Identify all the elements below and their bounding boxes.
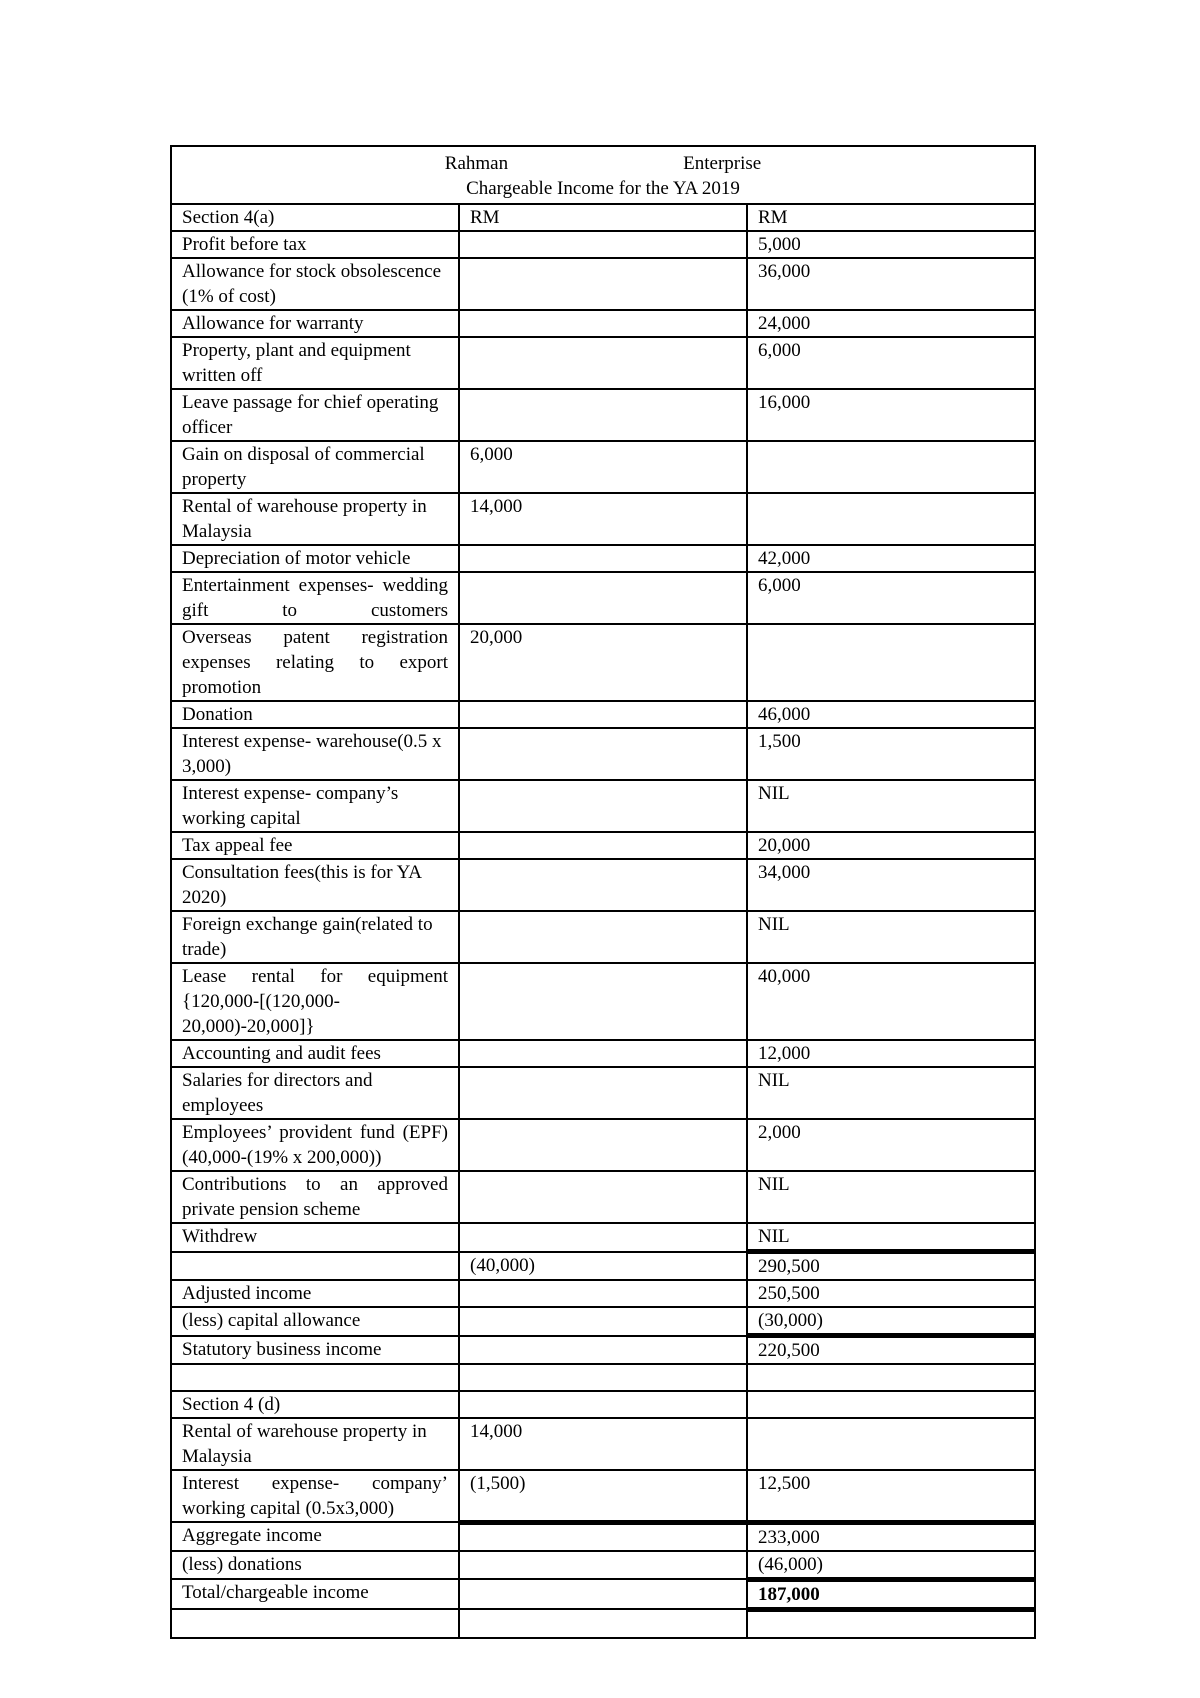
row-description: Overseas patent registration expenses relating to export promotion	[171, 624, 459, 701]
aggregate-income-amount: 233,000	[747, 1522, 1035, 1551]
total-income-amount	[747, 1579, 1035, 1609]
row-description: Consultation fees(this is for YA 2020)	[171, 859, 459, 911]
adjusted-income-row	[171, 1280, 1035, 1307]
row-description: Depreciation of motor vehicle	[171, 545, 459, 572]
subtotal-amount-b: 290,500	[747, 1252, 1035, 1281]
row-amount-a	[459, 310, 747, 337]
row-amount-b	[747, 493, 1035, 545]
row-amount-a	[459, 859, 747, 911]
row-description: Allowance for stock obsolescence (1% of cost)	[171, 258, 459, 310]
row-amount-a	[459, 1223, 747, 1252]
table-row	[171, 545, 1035, 572]
row-amount-a	[459, 1040, 747, 1067]
table-row	[171, 231, 1035, 258]
row-amount-b: 1,500	[747, 728, 1035, 780]
row-amount-a	[459, 545, 747, 572]
interest-working-capital-label: Interest expense- company’ working capital (0.5x3,000)	[171, 1470, 459, 1522]
row-amount-a	[459, 231, 747, 258]
row-amount-b: 20,000	[747, 832, 1035, 859]
row-description: Salaries for directors and employees	[171, 1067, 459, 1119]
row-amount-b: 36,000	[747, 258, 1035, 310]
donations-amount: (46,000)	[747, 1551, 1035, 1580]
blank-cell	[747, 1364, 1035, 1391]
table-row	[171, 1223, 1035, 1252]
row-amount-b: NIL	[747, 1067, 1035, 1119]
section-4d-row	[171, 1391, 1035, 1418]
blank-row	[171, 1609, 1035, 1638]
subtotal-row	[171, 1252, 1035, 1281]
row-amount-a	[459, 780, 747, 832]
chargeable-income-table	[170, 145, 1036, 1639]
row-amount-b: 46,000	[747, 701, 1035, 728]
row-description: Donation	[171, 701, 459, 728]
table-row	[171, 624, 1035, 701]
blank-cell	[459, 1609, 747, 1638]
row-description: Interest expense- warehouse(0.5 x 3,000)	[171, 728, 459, 780]
row-description: Accounting and audit fees	[171, 1040, 459, 1067]
table-subtitle: Chargeable Income for the YA 2019	[466, 178, 740, 199]
row-amount-a	[459, 1171, 747, 1223]
table-row	[171, 728, 1035, 780]
row-description: Employees’ provident fund (EPF) (40,000-(19% x 200,000))	[171, 1119, 459, 1171]
row-amount-a: 6,000	[459, 441, 747, 493]
rental-label: Rental of warehouse property in Malaysia	[171, 1418, 459, 1470]
row-amount-b	[747, 624, 1035, 701]
table-row	[171, 911, 1035, 963]
table-row	[171, 780, 1035, 832]
row-amount-a	[459, 701, 747, 728]
row-description: Tax appeal fee	[171, 832, 459, 859]
row-amount-b: 34,000	[747, 859, 1035, 911]
row-description: Gain on disposal of commercial property	[171, 441, 459, 493]
row-description: Contributions to an approved private pension scheme	[171, 1171, 459, 1223]
row-amount-b: 2,000	[747, 1119, 1035, 1171]
table-row	[171, 337, 1035, 389]
total-income-amount-a	[459, 1579, 747, 1609]
adjusted-income-label: Adjusted income	[171, 1280, 459, 1307]
row-description: Allowance for warranty	[171, 310, 459, 337]
blank-cell	[747, 1391, 1035, 1418]
row-amount-a	[459, 1119, 747, 1171]
row-amount-b: 16,000	[747, 389, 1035, 441]
table-row	[171, 1171, 1035, 1223]
table-row	[171, 258, 1035, 310]
row-description: Leave passage for chief operating officer	[171, 389, 459, 441]
row-amount-a	[459, 389, 747, 441]
blank-cell	[459, 1364, 747, 1391]
row-amount-b: NIL	[747, 1223, 1035, 1252]
table-row	[171, 832, 1035, 859]
row-description: Lease rental for equipment {120,000-[(120,000-20,000)-20,000]}	[171, 963, 459, 1040]
table-row	[171, 1067, 1035, 1119]
blank-cell	[171, 1609, 459, 1638]
interest-working-capital-amount-b: 12,500	[747, 1470, 1035, 1522]
table-row	[171, 1119, 1035, 1171]
donations-amount-a	[459, 1551, 747, 1580]
table-row	[171, 389, 1035, 441]
section-4a-heading: Section 4(a)	[171, 204, 459, 231]
row-amount-a	[459, 963, 747, 1040]
adjusted-income-amount-a	[459, 1280, 747, 1307]
rental-row	[171, 1418, 1035, 1470]
row-description: Interest expense- company’s working capital	[171, 780, 459, 832]
section-4d-heading: Section 4 (d)	[171, 1391, 459, 1418]
row-amount-a: 20,000	[459, 624, 747, 701]
statutory-income-label: Statutory business income	[171, 1336, 459, 1365]
capital-allowance-row	[171, 1307, 1035, 1336]
column-a-header: RM	[459, 204, 747, 231]
row-amount-b	[747, 441, 1035, 493]
row-amount-a: 14,000	[459, 493, 747, 545]
adjusted-income-amount: 250,500	[747, 1280, 1035, 1307]
capital-allowance-label: (less) capital allowance	[171, 1307, 459, 1336]
blank-cell	[747, 1609, 1035, 1638]
row-amount-a	[459, 728, 747, 780]
table-row	[171, 441, 1035, 493]
company-name-left: Rahman	[444, 153, 509, 174]
aggregate-income-amount-a	[459, 1522, 747, 1551]
statutory-income-amount: 220,500	[747, 1336, 1035, 1365]
subtotal-amount-a: (40,000)	[459, 1252, 747, 1281]
row-amount-a	[459, 337, 747, 389]
row-amount-a	[459, 911, 747, 963]
row-amount-a	[459, 1067, 747, 1119]
row-description: Withdrew	[171, 1223, 459, 1252]
rental-amount-b	[747, 1418, 1035, 1470]
row-amount-b: NIL	[747, 1171, 1035, 1223]
statutory-income-row	[171, 1336, 1035, 1365]
aggregate-income-row	[171, 1522, 1035, 1551]
row-description: Profit before tax	[171, 231, 459, 258]
table-row	[171, 310, 1035, 337]
row-amount-b: 12,000	[747, 1040, 1035, 1067]
column-b-header: RM	[747, 204, 1035, 231]
capital-allowance-amount-a	[459, 1307, 747, 1336]
capital-allowance-amount: (30,000)	[747, 1307, 1035, 1336]
table-row	[171, 493, 1035, 545]
row-amount-a	[459, 258, 747, 310]
row-amount-b: NIL	[747, 911, 1035, 963]
donations-label: (less) donations	[171, 1551, 459, 1580]
row-description: Property, plant and equipment written off	[171, 337, 459, 389]
total-income-label: Total/chargeable income	[171, 1579, 459, 1609]
interest-working-capital-row	[171, 1470, 1035, 1522]
table-row	[171, 572, 1035, 624]
table-row	[171, 701, 1035, 728]
row-amount-b: 6,000	[747, 337, 1035, 389]
blank-row	[171, 1364, 1035, 1391]
row-amount-b: 6,000	[747, 572, 1035, 624]
row-amount-a	[459, 832, 747, 859]
row-amount-b: 42,000	[747, 545, 1035, 572]
company-name	[182, 151, 1024, 176]
subtotal-description	[171, 1252, 459, 1281]
table-row	[171, 859, 1035, 911]
title-row	[171, 146, 1035, 204]
statutory-income-amount-a	[459, 1336, 747, 1365]
row-description: Foreign exchange gain(related to trade)	[171, 911, 459, 963]
blank-cell	[171, 1364, 459, 1391]
interest-working-capital-amount-a: (1,500)	[459, 1470, 747, 1522]
row-description: Rental of warehouse property in Malaysia	[171, 493, 459, 545]
donations-row	[171, 1551, 1035, 1580]
row-description	[171, 572, 459, 624]
total-income-row	[171, 1579, 1035, 1609]
row-description-text: Entertainment expenses- wedding gift to customers	[182, 575, 448, 621]
row-amount-b: NIL	[747, 780, 1035, 832]
table-title	[171, 146, 1035, 204]
row-amount-b: 24,000	[747, 310, 1035, 337]
table-row	[171, 1040, 1035, 1067]
aggregate-income-label: Aggregate income	[171, 1522, 459, 1551]
company-name-right: Enterprise	[683, 153, 762, 174]
total-income-value: 187,000	[758, 1583, 820, 1605]
row-amount-a	[459, 572, 747, 624]
rental-amount-a: 14,000	[459, 1418, 747, 1470]
header-row	[171, 204, 1035, 231]
blank-cell	[459, 1391, 747, 1418]
table-row	[171, 963, 1035, 1040]
row-amount-b: 40,000	[747, 963, 1035, 1040]
row-amount-b: 5,000	[747, 231, 1035, 258]
